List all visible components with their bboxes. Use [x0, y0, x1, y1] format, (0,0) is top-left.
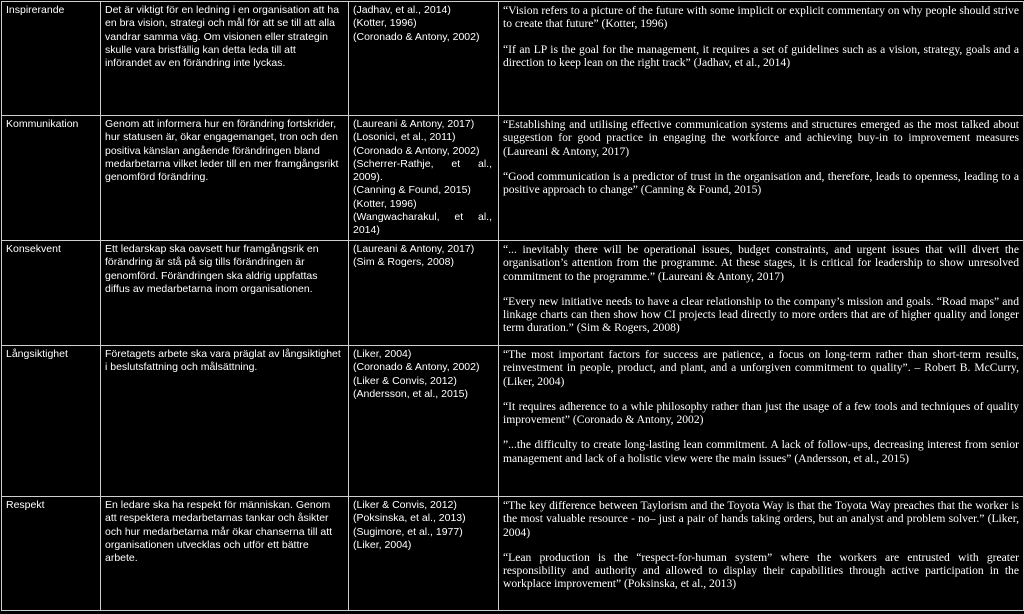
factor-term: Inspirerande [2, 2, 101, 116]
factor-term: Respekt [2, 497, 101, 611]
quote: “The most important factors for success are patience, a focus on long-term rather than short-term results, reinvestment in people, product, and plant, and a unforgiven commitment to quality”. – Robert B. McCurry, (Liker, 2004) [503, 348, 1019, 388]
factor-description: En ledare ska ha respekt för människan. Genom att respektera medarbetarnas tankar och åsikter och hur medarbetarna mår ökar chanserna till att organisationen utvecklas och utför ett bättre arbete. [101, 497, 349, 611]
reference: (Liker & Convis, 2012) [353, 499, 457, 511]
factor-description: Genom att informera hur en förändring fortskrider, hur statusen är, ökar engagemanget, tron och den positiva känslan angående förändringen bland medarbetarna vilket leder till en mer framgångsrikt genomförd förändring. [101, 116, 349, 241]
quote-list [499, 346, 1024, 497]
reference: (Wangwacharakul, et al., 2014) [353, 211, 492, 237]
quote: “Vision refers to a picture of the future with some implicit or explicit commentary on why people should strive to create that future” (Kotter, 1996) [503, 4, 1019, 31]
quote: “It requires adherence to a whle philosophy rather than just the usage of a few tools and techniques of quality improvement” (Coronado & Antony, 2002) [503, 399, 1019, 427]
table-row [2, 346, 1024, 497]
reference: (Liker & Convis, 2012) [353, 374, 457, 387]
reference: (Kotter, 1996) [353, 197, 417, 210]
quote: “Good communication is a predictor of trust in the organisation and, therefore, leads to openness, leading to a positive approach to change” (Canning & Found, 2015) [503, 169, 1019, 197]
factor-description: Företagets arbete ska vara präglat av långsiktighet i beslutsfattning och målsättning. [101, 346, 349, 497]
quote: “Lean production is the “respect-for-human system” where the workers are entrusted with greater responsibility and authority and allowed to display their capabilities through active participation in the workplace improvement” (Poksinska, et al., 2013) [503, 550, 1019, 591]
quote-list [499, 2, 1024, 116]
quote: “If an LP is the goal for the management, it requires a set of guidelines such as a vision, strategy, goals and a direction to keep lean on the right track” (Jadhav, et al., 2014) [503, 42, 1019, 69]
reference: (Liker, 2004) [353, 348, 412, 360]
reference-list [349, 241, 499, 346]
reference: (Jadhav, et al., 2014) [353, 4, 451, 16]
reference: (Sugimore, et al., 1977) [353, 525, 463, 538]
reference-list [349, 497, 499, 611]
quote: “Establishing and utilising effective communication systems and structures emerged as the most talked about suggestion for good practice in engaging the workforce and achieving buy-in to improvement measures (Laureani & Antony, 2017) [503, 118, 1019, 158]
reference: (Laureani & Antony, 2017) [353, 118, 475, 130]
reference: (Canning & Found, 2015) [353, 184, 471, 197]
quote: ”...the difficulty to create long-lasting lean commitment. A lack of follow-ups, decreasing interest from senior management and lack of a holistic view were the main issues” (Andersson, et al., 2015) [503, 438, 1019, 465]
quote-list [499, 241, 1024, 346]
factor-term: Konsekvent [2, 241, 101, 346]
quote-list [499, 497, 1024, 611]
reference: (Sim & Rogers, 2008) [353, 256, 454, 269]
reference: (Coronado & Antony, 2002) [353, 144, 480, 157]
quote: “The key difference between Taylorism and the Toyota Way is that the Toyota Way preaches that the worker is the most valuable resource - no– just a pair of hands taking orders, but an analyst and problem solver.” (Liker, 2004) [503, 499, 1019, 539]
reference-list [349, 116, 499, 241]
reference: (Scherrer-Rathje, et al., 2009). [353, 157, 492, 184]
leadership-factors-table [1, 1, 1024, 611]
reference-list [349, 346, 499, 497]
reference: (Laureani & Antony, 2017) [353, 243, 475, 255]
table-row [2, 2, 1024, 116]
quote-list [499, 116, 1024, 241]
reference-list [349, 2, 499, 116]
reference: (Liker, 2004) [353, 538, 412, 551]
reference: (Coronado & Antony, 2002) [353, 361, 480, 374]
reference: (Andersson, et al., 2015) [353, 387, 468, 400]
table-row [2, 116, 1024, 241]
reference: (Losonici, et al., 2011) [353, 131, 456, 144]
reference: (Coronado & Antony, 2002) [353, 30, 480, 43]
table-row [2, 497, 1024, 611]
quote: “... inevitably there will be operational issues, budget constraints, and urgent issues that will divert the organisation’s attention from the programme. At these stages, it is critical for leadership to show unresolved commitment to the programme.” (Laureani & Antony, 2017) [503, 243, 1019, 283]
quote: “Every new initiative needs to have a clear relationship to the company’s mission and goals. “Road maps” and linkage charts can then show how CI projects lead directly to more orders that are of higher quality and longer term duration.” (Sim & Rogers, 2008) [503, 294, 1019, 335]
factor-term: Långsiktighet [2, 346, 101, 497]
reference: (Poksinska, et al., 2013) [353, 512, 466, 525]
factor-description: Ett ledarskap ska oavsett hur framgångsrik en förändring är stå på sig tills förändringen är genomförd. Förändringen ska aldrig uppfattas diffus av medarbetarna inom organisationen. [101, 241, 349, 346]
table-row [2, 241, 1024, 346]
factor-term: Kommunikation [2, 116, 101, 241]
reference: (Kotter, 1996) [353, 17, 417, 30]
factor-description: Det är viktigt för en ledning i en organisation att ha en bra vision, strategi och mål för att se till att alla vandrar samma väg. Om visionen eller strategin skulle vara bristfällig kan detta leda till att införandet av en förändring inte lyckas. [101, 2, 349, 116]
